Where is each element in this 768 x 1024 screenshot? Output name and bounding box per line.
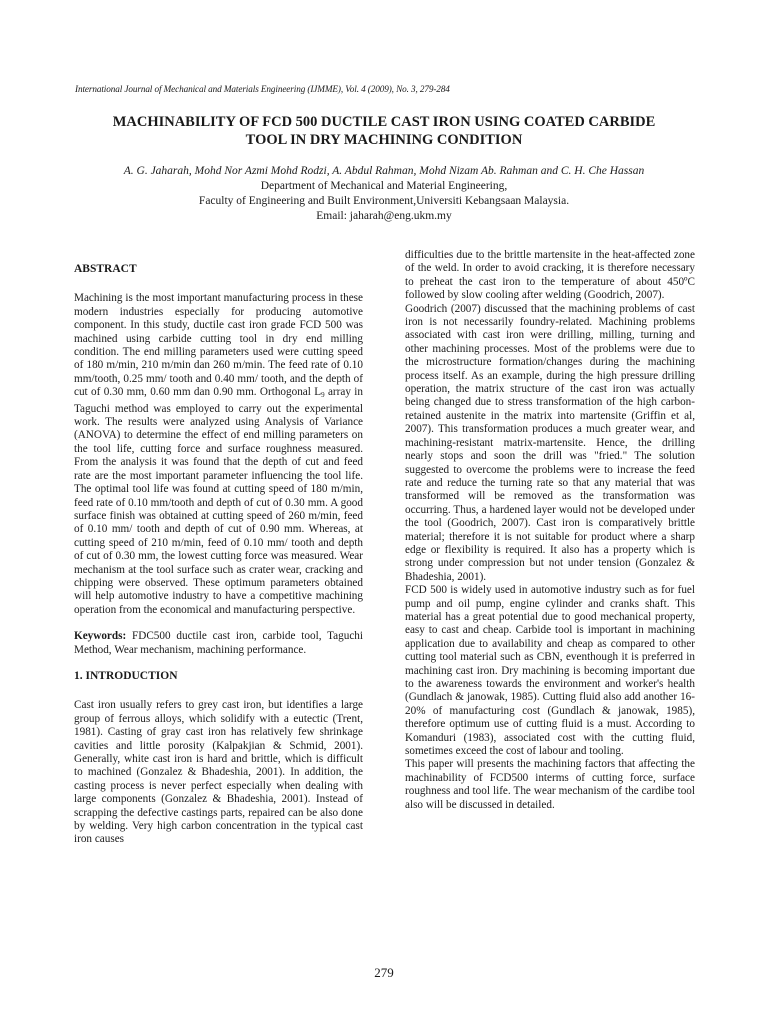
- title-line-2: TOOL IN DRY MACHINING CONDITION: [245, 132, 523, 148]
- author-names: A. G. Jaharah, Mohd Nor Azmi Mohd Rodzi, A. Abdul Rahman, Mohd Nizam Ab. Rahman and C. H. Che Hassan: [123, 165, 645, 177]
- left-column: [74, 263, 363, 847]
- keywords: [74, 630, 363, 657]
- author-faculty: Faculty of Engineering and Built Environment,Universiti Kebangsaan Malaysia.: [198, 195, 570, 207]
- author-block: [60, 164, 708, 224]
- right-paragraph-1: difficulties due to the brittle martensite in the heat-affected zone of the weld. In order to avoid cracking, it is therefore necessary to preheat the cast iron to the temperature of about 450ºC followed by slow cooling after welding (Goodrich, 2007).: [405, 249, 695, 302]
- right-column: [405, 249, 695, 812]
- page-number: 279: [374, 965, 394, 980]
- journal-citation: International Journal of Mechanical and Materials Engineering (IJMME), Vol. 4 (2009), No. 3, 279-284: [75, 84, 450, 94]
- right-paragraph-2: Goodrich (2007) discussed that the machining problems of cast iron is not necessarily foundry-related. Machining problems associated with cast iron were drilling, milling, turning and other machining processes. Most of the problems were due to the microstructure formation/changes during the machining process itself. As an example, during the high pressure drilling operation, the matrix structure of the cast iron was actually being changed due to stress transformation of the high carbon-retained austenite in the matrix into martensite (Griffin et al, 2007). This transformation produces a much greater wear, and machining-resistant matrix-martensite. Hence, the drilling nearly stops and soon the drill was "fried." The solution suggested to overcome the problems were to increase the feed rate and reduce the turning rate so that any material that was transformed will be removed as the transformation was occurring. Thus, a hardened layer would not be developed under the tool (Goodrich, 2007). Cast iron is comparatively brittle material; therefore it is not suitable for product where a sharp edge or flexibility is required. It also has a property which is strong under compression but not under tension (Gonzalez & Bhadeshia, 2001).: [405, 302, 695, 583]
- paper-title: [70, 113, 698, 149]
- title-line-1: MACHINABILITY OF FCD 500 DUCTILE CAST IRON USING COATED CARBIDE: [112, 114, 656, 130]
- author-department: Department of Mechanical and Material Engineering,: [260, 180, 508, 192]
- right-paragraph-3: FCD 500 is widely used in automotive industry such as for fuel pump and oil pump, engine cylinder and cranks shaft. This material has a great potential due to good mechanical property, easy to cast and cheap. Carbide tool is important in machining application due to availability and cheap as compared to other cutting tool material such as CBN, eventhough it is preferred in machining cast iron. Dry machining is becoming important due to the awareness towards the environment and worker's health (Gundlach & janowak, 1985). Cutting fluid also add another 16-20% of manufacturing cost (Gundlach & janowak, 1985), therefore optimum use of cutting fluid is a must. According to Komanduri (1983), associated cost with the cutting fluid, sometimes exceed the cost of labour and tooling.: [405, 584, 695, 758]
- keywords-label: Keywords:: [74, 630, 127, 643]
- abstract-subscript: 9: [321, 391, 325, 400]
- keywords-text: FDC500 ductile cast iron, carbide tool, Taguchi Method, Wear mechanism, machining performance.: [74, 630, 363, 656]
- introduction-paragraph: Cast iron usually refers to grey cast iron, but identifies a large group of ferrous alloys, which solidify with a eutectic (Trent, 1981). Casting of gray cast iron has relatively few shrinkage cavities and little porosity (Kalpakjian & Schmid, 2001). Generally, white cast iron is hard and brittle, which is difficult to machined (Gonzalez & Bhadeshia, 2001). In addition, the casting process is never perfect especially when dealing with large components (Gonzalez & Bhadeshia, 2001). Instead of scrapping the defective castings parts, repaired can be also done by welding. Very high carbon concentration in the typical cast iron causes: [74, 699, 363, 846]
- abstract-text-part2: array in Taguchi method was employed to carry out the experimental work. The results were analyzed using Analysis of Variance (ANOVA) to determine the effect of end milling parameters on the tool life, cutting force and surface roughness measured. From the analysis it was found that the depth of cut and feed rate are the most important parameter influencing the tool life. The optimal tool life was found at cutting speed of 180 m/min, feed rate of 0.10 mm/tooth and depth of cut of 0.30 mm. A good surface finish was obtained at cutting speed of 260 m/min, feed of 0.10 mm/ tooth and depth of cut of 0.90 mm. Whereas, at cutting speed of 210 m/min, feed of 0.10 mm/ tooth and depth of cut of 0.30 mm, the lowest cutting force was measured. Wear mechanism at the tool surface such as crater wear, cracking and chipping were observed. These optimum parameters obtained will help automotive industry to have a competitive machining operation from the economical and manufacturing perspective.: [74, 386, 363, 616]
- abstract-heading: ABSTRACT: [74, 263, 137, 275]
- introduction-heading: 1. INTRODUCTION: [74, 669, 178, 682]
- author-email: Email: jaharah@eng.ukm.my: [316, 210, 452, 222]
- right-paragraph-4: This paper will presents the machining factors that affecting the machinability of FCD500 interms of cutting force, surface roughness and tool life. The wear mechanism of the cardibe tool also will be discussed in detailed.: [405, 758, 695, 811]
- abstract-text: [74, 292, 363, 617]
- abstract-text-part1: Machining is the most important manufacturing process in these modern industries especially for producing automotive component. In this study, ductile cast iron grade FCD 500 was machined using carbide cutting tool in dry end milling condition. The end milling parameters used were cutting speed of 180 m/min, 210 m/min dan 260 m/min. The feed rate of 0.10 mm/tooth, 0.25 mm/ tooth and 0.40 mm/ tooth, and the depth of cut of 0.30 mm, 0.60 mm dan 0.90 mm. Orthogonal L: [74, 292, 363, 399]
